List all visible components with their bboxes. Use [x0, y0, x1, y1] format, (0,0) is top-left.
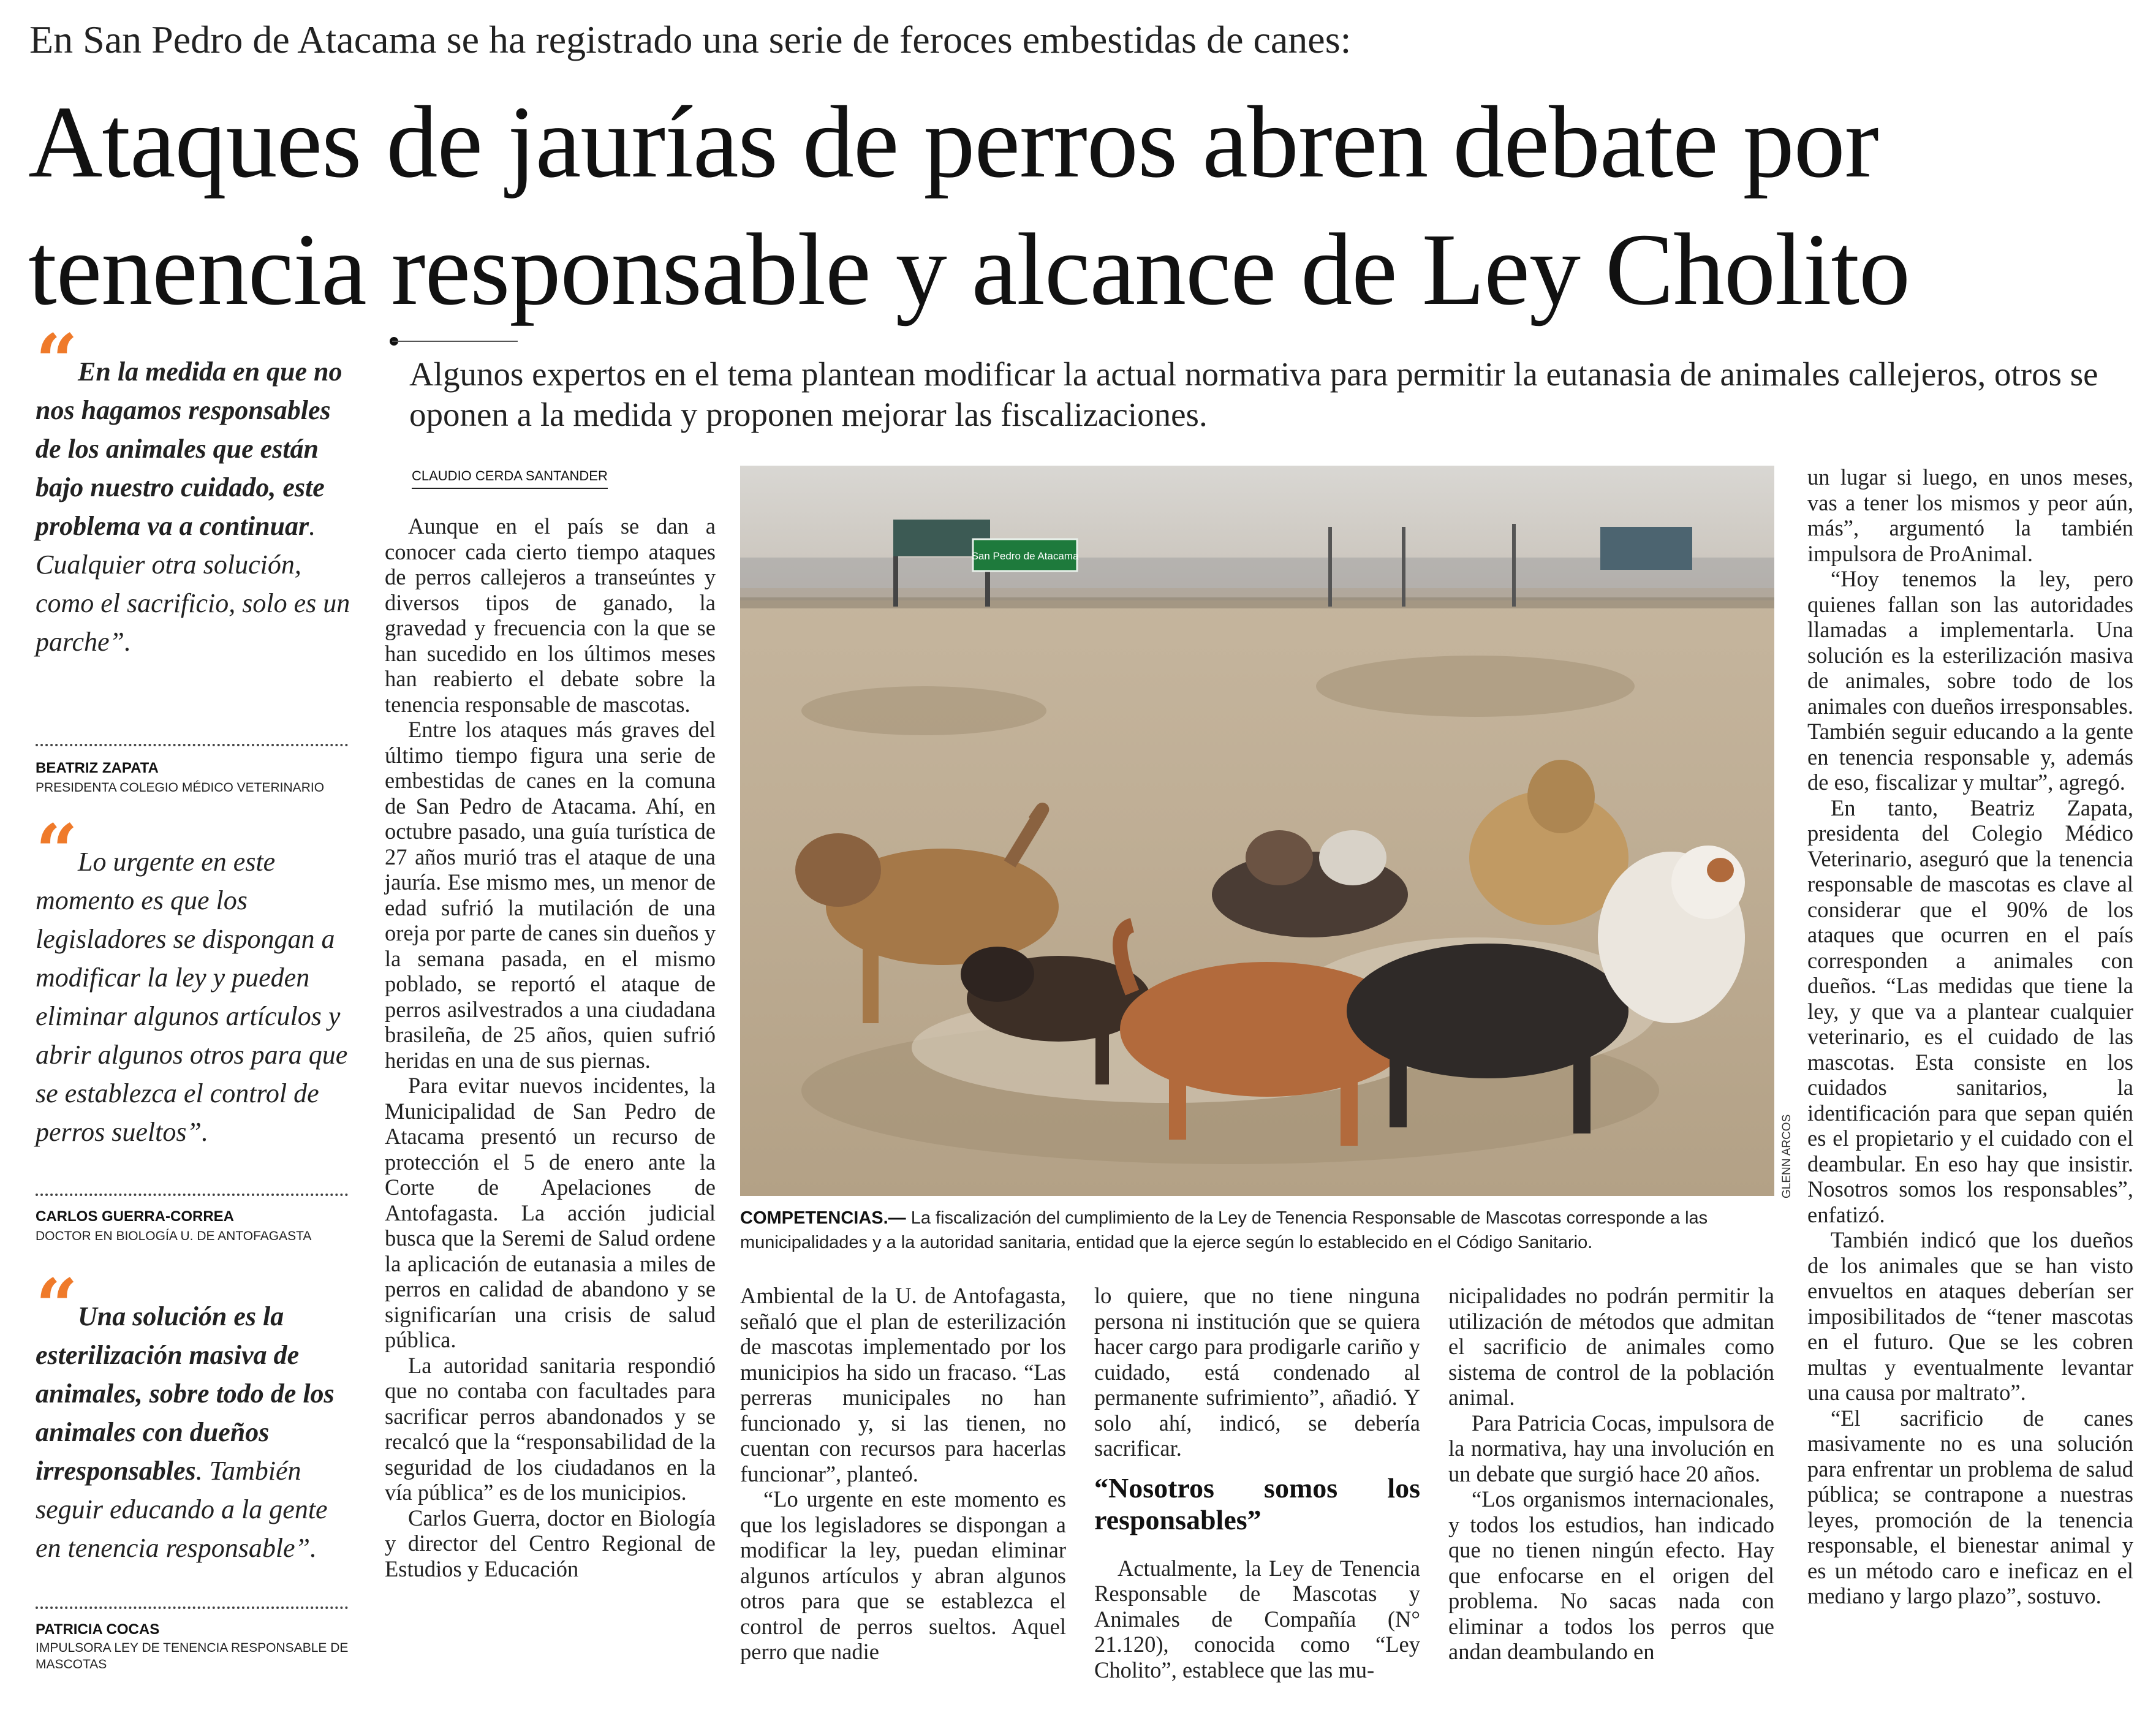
quote-1-bold: En la medida en que no nos hagamos responsables de los animales que están bajo nuestro cuidado, este problema va a continuar	[36, 357, 342, 541]
road-sign-text: San Pedro de Atacama	[971, 550, 1079, 562]
paragraph: nicipalidades no podrán permitir la utilización de métodos que admitan el sacrificio de animales como sistema de control de la población animal.	[1448, 1283, 1774, 1410]
dogs-photo-illustration	[740, 466, 1774, 1196]
quote-icon: “	[36, 318, 72, 404]
headline-line-1: Ataques de jaurías de perros abren debate por	[28, 85, 1878, 199]
quote-2-text: Lo urgente en este momento es que los legisladores se dispongan a modificar la ley y pueden eliminar algunos artículos y abrir algunos otros para que se establezca el control de perros sueltos”.	[36, 847, 348, 1147]
kicker: En San Pedro de Atacama se ha registrado una serie de feroces embestidas de canes:	[29, 18, 1352, 61]
news-photo	[740, 466, 1774, 1196]
subhead: “Nosotros somos los responsables”	[1094, 1472, 1420, 1535]
paragraph: Para Patricia Cocas, impulsora de la normativa, hay una involución en un debate que surgió hace 20 años.	[1448, 1410, 1774, 1486]
quote-icon: “	[36, 1263, 72, 1349]
quote-3-text: . También seguir educando a la gente en tenencia responsable”.	[36, 1456, 328, 1563]
paragraph: un lugar si luego, en unos meses, vas a tener los mismos y peor aún, más”, argumentó la también impulsora de ProAnimal.	[1807, 464, 2133, 566]
quote-1-text: . Cualquier otra solución, como el sacrificio, solo es un parche”.	[36, 511, 350, 657]
paragraph: Aunque en el país se dan a conocer cada cierto tiempo ataques de perros callejeros a transeúntes y diversos tipos de ganado, la gravedad y frecuencia con la que se han sucedido en los últimos meses han reabierto el debate sobre la tenencia responsable de mascotas.	[385, 513, 716, 717]
photo-credit	[1778, 1114, 1796, 1200]
caption-label: COMPETENCIAS.—	[740, 1208, 906, 1228]
quote-3-name: PATRICIA COCAS	[36, 1621, 160, 1638]
body-column-4	[1448, 1283, 1774, 1665]
quote-3-bold: Una solución es la esterilización masiva de animales, sobre todo de los animales con dueños irresponsables	[36, 1301, 335, 1486]
deck-rule	[392, 341, 518, 342]
body-column-3	[1094, 1283, 1420, 1682]
pull-quote-3	[36, 1263, 354, 1567]
body-column-5	[1807, 464, 2133, 1609]
quote-2-name: CARLOS GUERRA-CORREA	[36, 1208, 234, 1225]
quote-divider	[36, 744, 348, 746]
pull-quote-1	[36, 318, 354, 661]
deck: Algunos expertos en el tema plantean modificar la actual normativa para permitir la eutanasia de animales callejeros, otros se oponen a la medida y proponen mejorar las fiscalizaciones.	[409, 355, 2098, 433]
paragraph: Ambiental de la U. de Antofagasta, señaló que el plan de esterilización de mascotas implementado por los municipios ha sido un fracaso. “Las perreras municipales no han funcionado y, si las tienen, no cuentan con recursos para hacerlas funcionar”, planteó.	[740, 1283, 1066, 1486]
paragraph: Actualmente, la Ley de Tenencia Responsable de Mascotas y Animales de Compañía (N° 21.120), conocida como “Ley Cholito”, establece que las mu-	[1094, 1555, 1420, 1682]
paragraph: Carlos Guerra, doctor en Biología y director del Centro Regional de Estudios y Educación	[385, 1505, 716, 1581]
quote-divider	[36, 1606, 348, 1609]
paragraph: En tanto, Beatriz Zapata, presidenta del Colegio Médico Veterinario, aseguró que la tenencia responsable de mascotas es clave al considerar que el 90% de los ataques que ocurren en el país corresponden a animales con dueños. “Las medidas que tiene la ley, y que va a plantear cualquier veterinario, es el cuidado de las mascotas. Esta consiste en los cuidados sanitarios, la identificación para que sepan quién es el propietario y el cuidado con el deambular. En eso hay que insistir. Nosotros somos los responsables”, enfatizó.	[1807, 795, 2133, 1227]
quote-1-name: BEATRIZ ZAPATA	[36, 760, 159, 776]
quote-divider	[36, 1194, 348, 1196]
photo-caption	[740, 1206, 1782, 1255]
paragraph: También indicó que los dueños de los animales que se han visto envueltos en ataques deberían ser imposibilitados de “tener mascotas en el futuro. Que se les cobren multas y eventualmente levantar una causa por maltrato”.	[1807, 1227, 2133, 1405]
paragraph: “Los organismos internacionales, y todos los estudios, han indicado que no tienen ningún efecto. Hay que enfocarse en el origen del problema. No sacas nada con eliminar a todos los perros que andan deambulando en	[1448, 1486, 1774, 1664]
paragraph: Para evitar nuevos incidentes, la Municipalidad de San Pedro de Atacama presentó un recurso de protección el 5 de enero ante la Corte de Apelaciones de Antofagasta. La acción judicial busca que la Seremi de Salud ordene la aplicación de eutanasia a miles de perros en calidad de abandono y se significarían una crisis de salud pública.	[385, 1073, 716, 1352]
quote-2-role: DOCTOR EN BIOLOGÍA U. DE ANTOFAGASTA	[36, 1229, 312, 1243]
quote-1-role: PRESIDENTA COLEGIO MÉDICO VETERINARIO	[36, 781, 325, 795]
paragraph: Entre los ataques más graves del último tiempo figura una serie de embestidas de canes en la comuna de San Pedro de Atacama. Ahí, en octubre pasado, una guía turística de 27 años murió tras el ataque de una jauría. Ese mismo mes, un menor de edad sufrió la mutilación de una oreja por parte de canes sin dueños y la semana pasada, en el mismo poblado, se reportó el ataque de perros asilvestrados a una ciudadana brasileña, de 25 años, quien sufrió heridas en una de sus piernas.	[385, 717, 716, 1073]
pull-quote-2	[36, 808, 354, 1151]
headline	[28, 78, 2136, 333]
quote-icon: “	[36, 808, 72, 895]
headline-line-2: tenencia responsable y alcance de Ley Cholito	[28, 213, 1910, 327]
paragraph: La autoridad sanitaria respondió que no contaba con facultades para sacrificar perros abandonados y se recalcó que la “responsabilidad de la seguridad de los ciudadanos en la vía pública” es de los municipios.	[385, 1352, 716, 1505]
paragraph: “Lo urgente en este momento es que los legisladores se dispongan a modificar la ley, puedan eliminar algunos artículos y abran algunos otros para que se establezca el control de perros sueltos. Aquel perro que nadie	[740, 1486, 1066, 1664]
photo-credit-text: GLENN ARCOS	[1780, 1114, 1793, 1198]
quote-3-role: IMPULSORA LEY DE TENENCIA RESPONSABLE DE MASCOTAS	[36, 1641, 349, 1671]
body-column-2	[740, 1283, 1066, 1665]
byline: CLAUDIO CERDA SANTANDER	[412, 468, 608, 489]
caption-text: La fiscalización del cumplimiento de la Ley de Tenencia Responsable de Mascotas corresponde a las municipalidades y a la autoridad sanitaria, entidad que la ejerce según lo establecido en el Código Sanitario.	[740, 1208, 1708, 1252]
paragraph: “El sacrificio de canes masivamente no es una solución para enfrentar un problema de salud pública; se contrapone a nuestras leyes, promoción de la tenencia responsable, el bienestar animal y es un método caro e ineficaz en el mediano y largo plazo”, sostuvo.	[1807, 1405, 2133, 1608]
paragraph: lo quiere, que no tiene ninguna persona ni institución que se quiera hacer cargo para prodigarle cariño y cuidado, está condenado al permanente sufrimiento”, añadió. Y solo ahí, indicó, se debería sacrificar.	[1094, 1283, 1420, 1461]
body-column-1	[385, 513, 716, 1581]
paragraph: “Hoy tenemos la ley, pero quienes fallan son las autoridades llamadas a implementarla. Una solución es la esterilización masiva de animales, sobre todo de los animales con dueños irresponsables. También seguir educando a la gente en tenencia responsable y, además de eso, fiscalizar y multar”, agregó.	[1807, 566, 2133, 795]
